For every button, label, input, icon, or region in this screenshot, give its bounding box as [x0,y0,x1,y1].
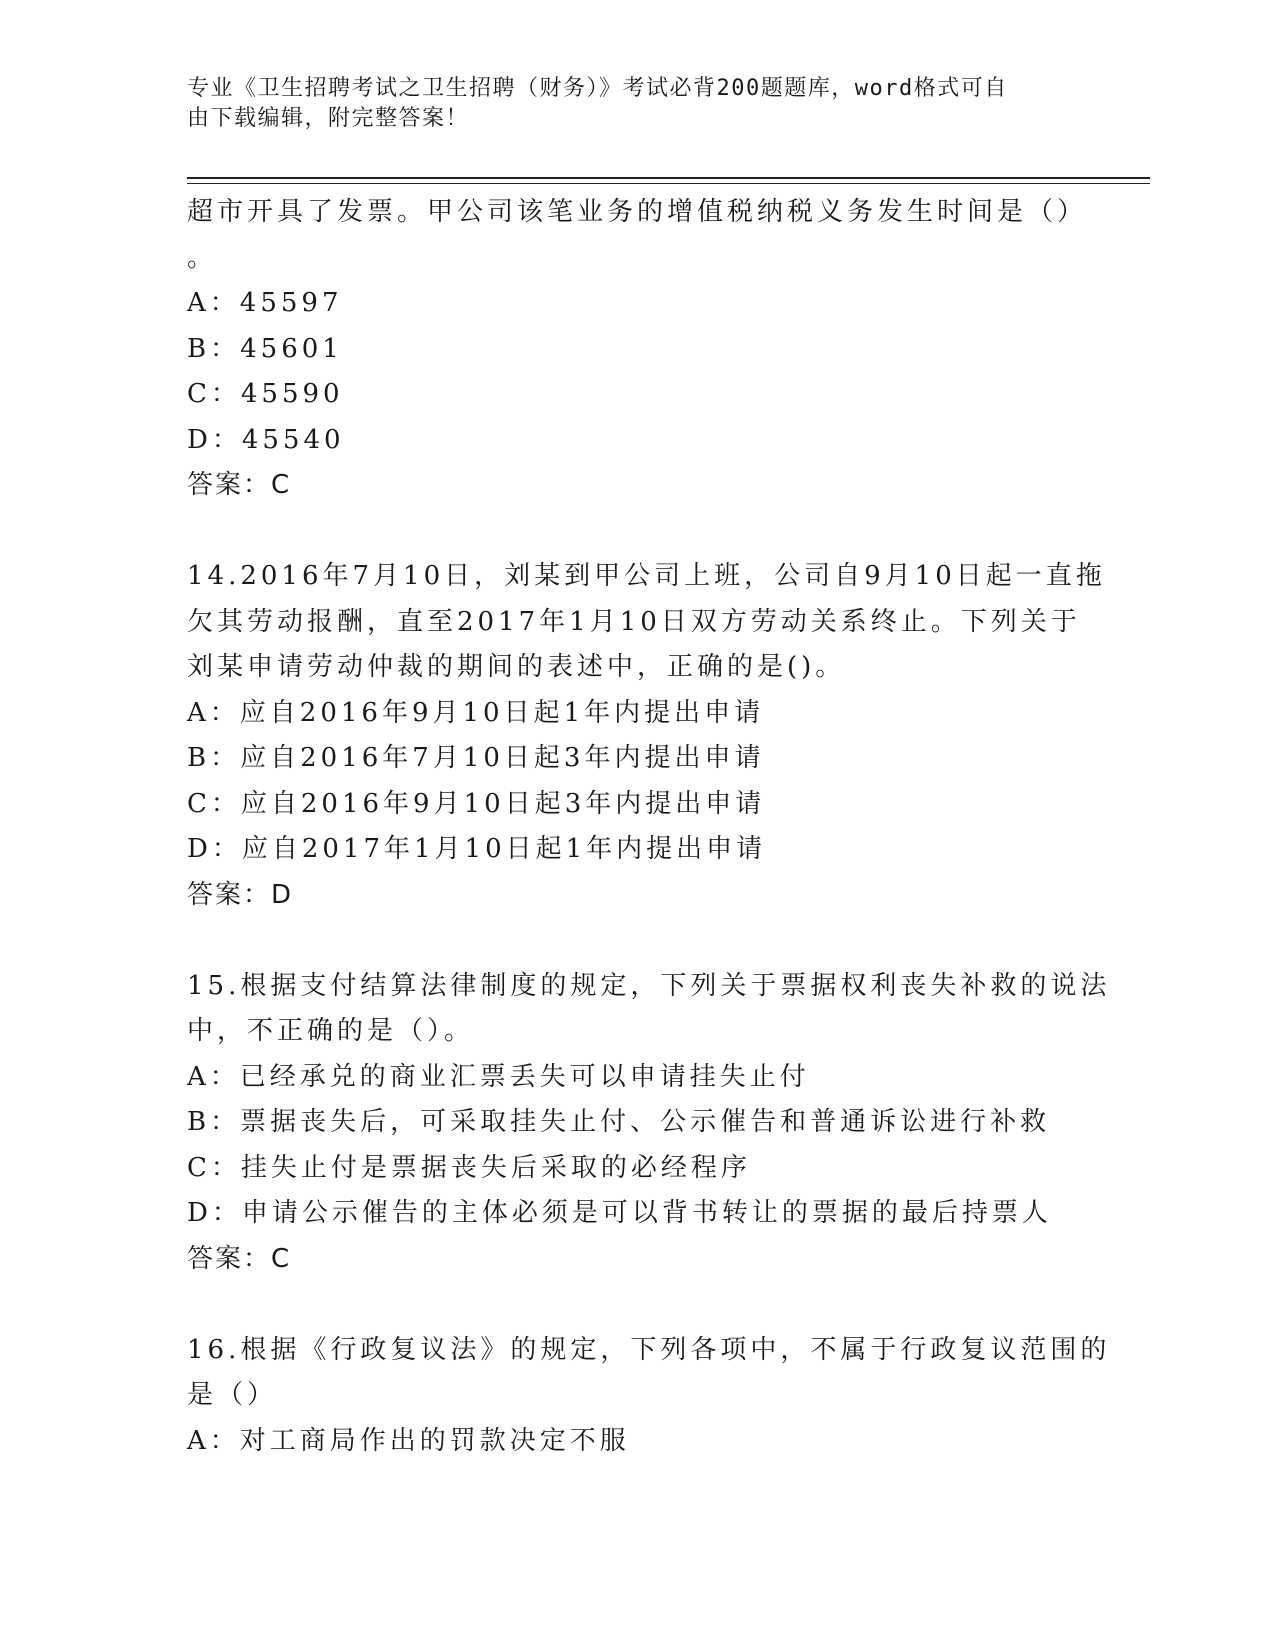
question-stem: 。 [187,242,218,273]
question-gap [187,918,1087,964]
question-stem: 中，不正确的是（）。 [187,1016,475,1046]
answer-line: 答案：D [187,879,294,910]
option-d: D：45540 [187,424,345,455]
option-b: B：票据丧失后，可采取挂失止付、公示催告和普通诉讼进行补救 [187,1107,1051,1137]
question-gap [187,1282,1087,1328]
question-stem: 14.2016年7月10日，刘某到甲公司上班，公司自9月10日起一直拖 [187,561,1106,591]
header-line-1: 专业《卫生招聘考试之卫生招聘（财务）》考试必背200题题库，word格式可自 [187,76,1008,101]
header-line-2: 由下载编辑，附完整答案！ [187,106,470,131]
option-c: C：应自2016年9月10日起3年内提出申请 [187,788,766,819]
option-d: D：应自2017年1月10日起1年内提出申请 [187,834,767,864]
question-stem: 刘某申请劳动仲裁的期间的表述中，正确的是()。 [187,652,846,682]
document-header [187,74,1077,134]
option-a: A：对工商局作出的罚款决定不服 [187,1425,630,1456]
option-c: C：挂失止付是票据丧失后采取的必经程序 [187,1152,751,1183]
option-a: A：已经承兑的商业汇票丢失可以申请挂失止付 [187,1061,810,1092]
option-d: D：申请公示催告的主体必须是可以背书转让的票据的最后持票人 [187,1198,1052,1228]
option-b: B：应自2016年7月10日起3年内提出申请 [187,743,765,773]
question-list [187,190,1111,1464]
question-13 [187,190,1087,509]
question-stem: 15.根据支付结算法律制度的规定，下列关于票据权利丧失补救的说法 [187,970,1111,1001]
question-stem: 欠其劳动报酬，直至2017年1月10日双方劳动关系终止。下列关于 [187,606,1081,637]
header-divider-thin [187,183,1150,184]
answer-line: 答案：C [187,470,292,500]
option-a: A：应自2016年9月10日起1年内提出申请 [187,697,765,728]
option-a: A：45597 [187,288,343,318]
question-16 [187,1328,1111,1465]
answer-line: 答案：C [187,1243,292,1274]
question-gap [187,509,1087,555]
header-divider-thick [187,177,1150,179]
question-stem: 16.根据《行政复议法》的规定，下列各项中，不属于行政复议范围的 [187,1334,1111,1365]
option-b: B：45601 [187,333,343,364]
question-stem: 是（） [187,1380,278,1410]
question-14 [187,554,1106,918]
question-stem: 超市开具了发票。甲公司该笔业务的增值税纳税义务发生时间是（） [187,197,1088,227]
question-15 [187,964,1111,1283]
option-c: C：45590 [187,379,344,409]
